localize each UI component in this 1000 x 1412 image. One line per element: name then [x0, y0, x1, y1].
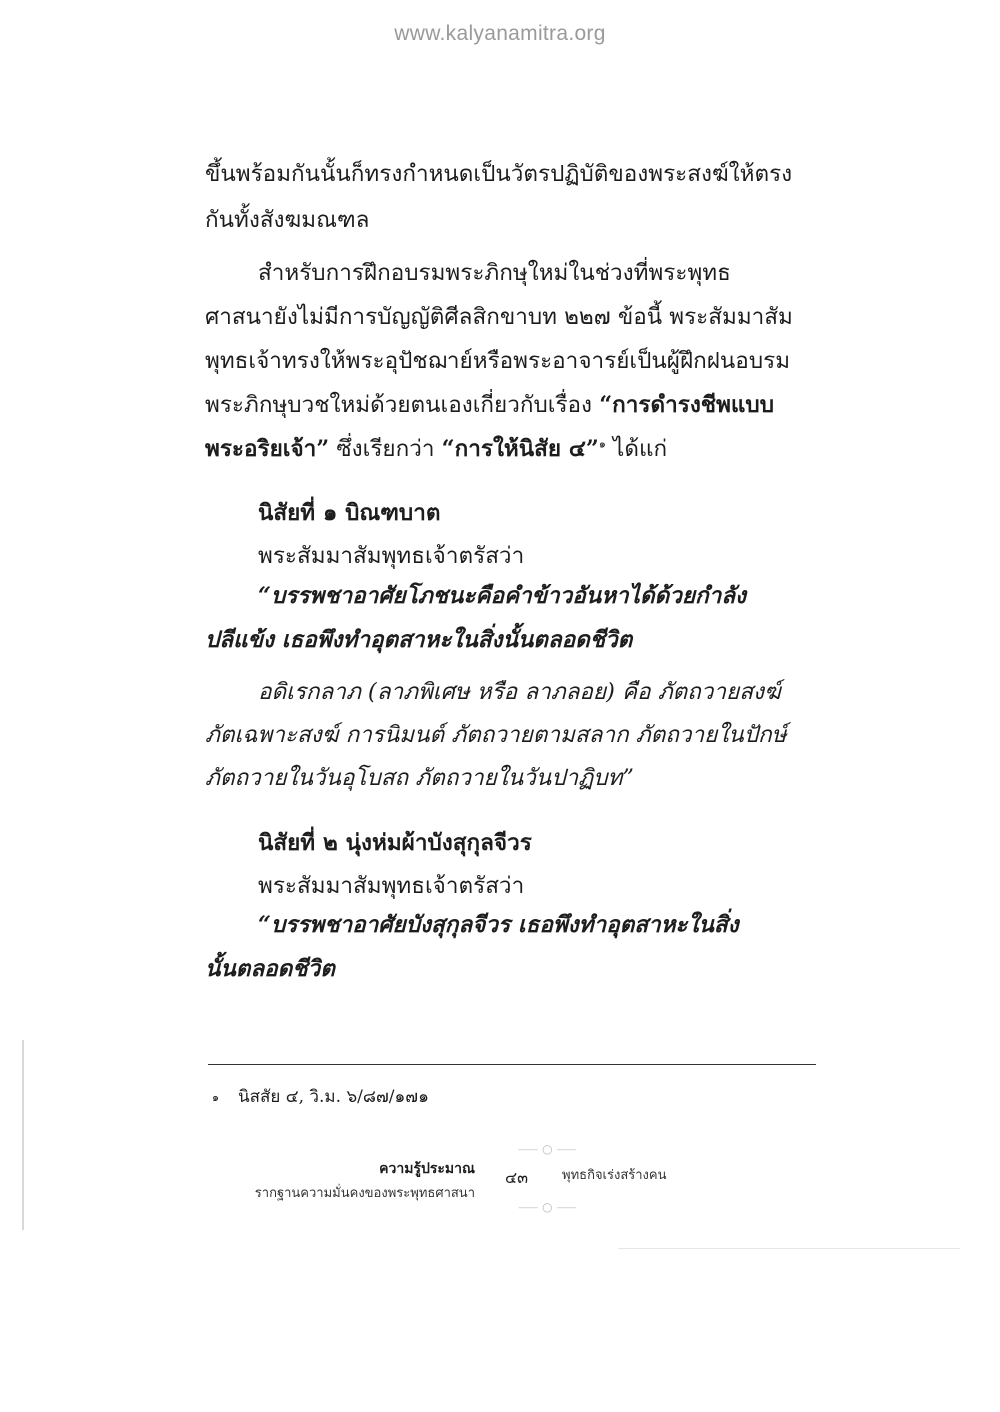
page-number: ๔๓	[505, 1168, 529, 1187]
scan-edge-left	[22, 1040, 24, 1230]
body-line-6-text: พระภิกษุบวชใหม่ด้วยตนเองเกี่ยวกับเรื่อง	[205, 392, 600, 418]
nissaya-2-intro: พระสัมมาสัมพุทธเจ้าตรัสว่า	[258, 873, 525, 899]
footer-series-title: พุทธกิจเร่งสร้างคน	[562, 1168, 667, 1183]
term-nissaya-4: “การให้นิสัย ๔”	[441, 436, 599, 462]
footer-ornament-bottom: ⸺ ○ ⸺	[518, 1200, 577, 1214]
nissaya-1-intro: พระสัมมาสัมพุทธเจ้าตรัสว่า	[258, 543, 525, 569]
nissaya-1-note-line-3: ภัตถวายในวันอุโบสถ ภัตถวายในวันปาฏิบท”	[205, 765, 634, 791]
nissaya-2-quote-line-1: “บรรพชาอาศัยบังสุกุลจีวร เธอพึงทำอุตสาหะในสิ่ง	[258, 912, 739, 938]
watermark: www.kalyanamitra.org	[394, 22, 606, 45]
body-line-4: ศาสนายังไม่มีการบัญญัติศีลสิกขาบท ๒๒๗ ข้อนี้ พระสัมมาสัม	[205, 304, 793, 330]
nissaya-1-quote-line-1: “บรรพชาอาศัยโภชนะคือคำข้าวอันหาได้ด้วยกำลัง	[258, 583, 747, 609]
nissaya-1-note-line-1: อดิเรกลาภ (ลาภพิเศษ หรือ ลาภลอย) คือ ภัตถวายสงฆ์	[258, 679, 781, 705]
footer-ornament-top: ⸺ ○ ⸺	[518, 1142, 577, 1156]
footnote-rule	[208, 1064, 816, 1065]
body-line-2: กันทั้งสังฆมณฑล	[205, 207, 370, 233]
scan-edge-bottom	[618, 1248, 960, 1249]
body-line-7-mid: ซึ่งเรียกว่า	[329, 436, 442, 462]
footer-book-subtitle: รากฐานความมั่นคงของพระพุทธศาสนา	[254, 1186, 475, 1201]
nissaya-2-quote-line-2: นั้นตลอดชีวิต	[205, 956, 335, 982]
nissaya-1-quote-line-2: ปลีแข้ง เธอพึงทำอุตสาหะในสิ่งนั้นตลอดชีวิต	[205, 627, 633, 653]
footnote-text: นิสสัย ๔, วิ.ม. ๖/๘๗/๑๗๑	[238, 1087, 429, 1107]
footer-book-title: ความรู้ประมาณ	[379, 1161, 475, 1177]
body-line-6	[205, 394, 774, 417]
body-line-1: ขึ้นพร้อมกันนั้นก็ทรงกำหนดเป็นวัตรปฏิบัติของพระสงฆ์ให้ตรง	[205, 161, 793, 187]
body-line-7	[205, 438, 667, 461]
footnote-ref: ๑	[598, 437, 606, 451]
term-livelihood: “การดำรงชีพแบบ	[599, 392, 774, 418]
body-line-5: พุทธเจ้าทรงให้พระอุปัชฌาย์หรือพระอาจารย์เป็นผู้ฝึกฝนอบรม	[205, 348, 791, 374]
term-ariya: พระอริยเจ้า”	[205, 436, 330, 462]
nissaya-1-note-line-2: ภัตเฉพาะสงฆ์ การนิมนต์ ภัตถวายตามสลาก ภัตถวายในปักษ์	[205, 722, 787, 748]
nissaya-1-heading: นิสัยที่ ๑ บิณฑบาต	[258, 500, 441, 526]
footnote-marker: ๑	[212, 1091, 219, 1104]
body-line-3: สำหรับการฝึกอบรมพระภิกษุใหม่ในช่วงที่พระพุทธ	[258, 260, 731, 286]
nissaya-2-heading: นิสัยที่ ๒ นุ่งห่มผ้าบังสุกุลจีวร	[258, 830, 532, 856]
body-line-7-end: ได้แก่	[605, 436, 668, 462]
